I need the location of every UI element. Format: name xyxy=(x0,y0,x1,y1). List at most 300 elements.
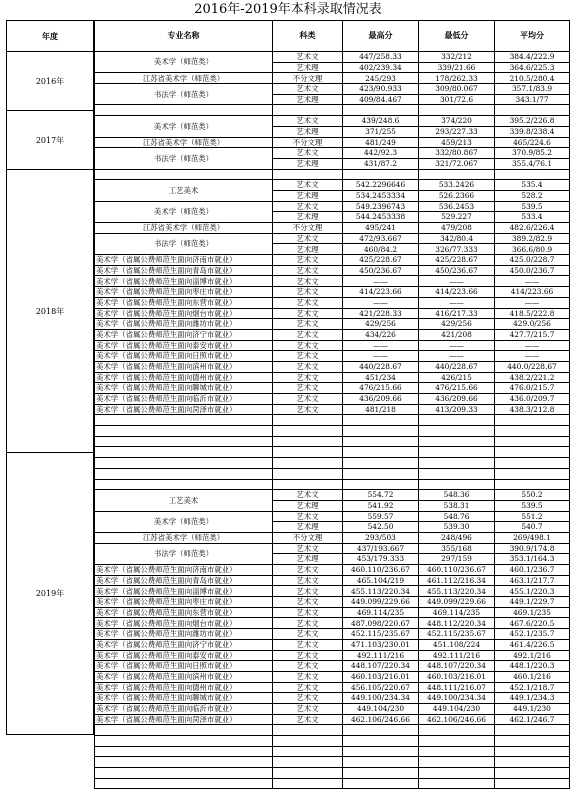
table-row xyxy=(95,308,570,319)
max-cell: 450/236.67 xyxy=(343,265,419,276)
max-cell: 371/255 xyxy=(343,126,419,137)
avg-cell: 476.0/215.7 xyxy=(495,383,570,394)
max-cell: 481/218 xyxy=(343,404,419,415)
table-row xyxy=(95,73,570,84)
avg-cell: 390.9/174.8 xyxy=(495,543,570,554)
avg-cell: 343.1/77 xyxy=(495,94,570,105)
avg-cell: 449.1/230 xyxy=(495,703,570,714)
major-cell xyxy=(95,746,273,757)
major-cell: 美术学（省属公费师范生面向潍坊市就业） xyxy=(95,629,273,640)
max-cell: 541.92 xyxy=(343,500,419,511)
max-cell: —— xyxy=(343,351,419,362)
max-cell: 460/84.2 xyxy=(343,244,419,255)
max-cell: 542.50 xyxy=(343,522,419,533)
avg-cell xyxy=(495,736,570,747)
year-cell: 2016年 xyxy=(7,52,94,111)
cat-cell xyxy=(273,479,343,490)
avg-cell: 461.4/226.5 xyxy=(495,639,570,650)
table-row xyxy=(95,768,570,779)
min-cell: 469.114/235 xyxy=(419,607,495,618)
cat-cell: 艺术文 xyxy=(273,361,343,372)
major-cell: 书法学（师范类） xyxy=(95,84,273,105)
min-cell: 429/256 xyxy=(419,319,495,330)
avg-cell: 355.4/76.1 xyxy=(495,158,570,169)
max-cell xyxy=(343,415,419,426)
avg-cell xyxy=(495,426,570,437)
year-column xyxy=(6,20,94,735)
max-cell xyxy=(343,479,419,490)
avg-cell: 436.0/209.7 xyxy=(495,394,570,405)
header-min: 最低分 xyxy=(419,21,495,52)
table-row xyxy=(95,105,570,116)
major-cell: 江苏省美术学（师范类） xyxy=(95,73,273,84)
table-row xyxy=(95,436,570,447)
min-cell: 476/215.66 xyxy=(419,383,495,394)
header-max: 最高分 xyxy=(343,21,419,52)
cat-cell: 艺术文 xyxy=(273,714,343,725)
max-cell: 460.103/216.01 xyxy=(343,671,419,682)
max-cell xyxy=(343,426,419,437)
min-cell: 448.112/220.34 xyxy=(419,618,495,629)
major-cell: 美术学（省属公费师范生面向潍坊市就业） xyxy=(95,319,273,330)
avg-cell: 339.8/238.4 xyxy=(495,126,570,137)
min-cell xyxy=(419,725,495,736)
cat-cell: 艺术文 xyxy=(273,52,343,63)
major-cell xyxy=(95,468,273,479)
major-cell: 江苏省美术学（师范类） xyxy=(95,532,273,543)
avg-cell: 449.1/229.7 xyxy=(495,597,570,608)
table-row xyxy=(95,84,570,95)
table-row xyxy=(95,778,570,789)
min-cell: 533.2426 xyxy=(419,180,495,191)
cat-cell: 不分文理 xyxy=(273,223,343,234)
max-cell: —— xyxy=(343,276,419,287)
table-row xyxy=(95,458,570,469)
max-cell: 455.113/220.34 xyxy=(343,586,419,597)
cat-cell: 艺术文 xyxy=(273,597,343,608)
header-year: 年度 xyxy=(7,21,94,52)
cat-cell: 艺术文 xyxy=(273,618,343,629)
cat-cell: 艺术文 xyxy=(273,629,343,640)
avg-cell: 357.1/83.9 xyxy=(495,84,570,95)
avg-cell: 550.2 xyxy=(495,490,570,501)
cat-cell: 艺术文 xyxy=(273,255,343,266)
min-cell: 332/80.867 xyxy=(419,148,495,159)
max-cell: 425/228.67 xyxy=(343,255,419,266)
major-cell xyxy=(95,436,273,447)
min-cell xyxy=(419,436,495,447)
table-row xyxy=(95,180,570,191)
max-cell: 421/228.33 xyxy=(343,308,419,319)
major-cell: 美术学（省属公费师范生面向淄博市就业） xyxy=(95,586,273,597)
major-cell: 美术学（省属公费师范生面向枣庄市就业） xyxy=(95,597,273,608)
major-cell: 工艺美术 xyxy=(95,180,273,201)
avg-cell: 469.1/235 xyxy=(495,607,570,618)
table-row xyxy=(95,201,570,212)
max-cell: 462.106/246.66 xyxy=(343,714,419,725)
min-cell: 461.112/216.34 xyxy=(419,575,495,586)
table-row xyxy=(95,639,570,650)
cat-cell: 艺术文 xyxy=(273,661,343,672)
table-row xyxy=(95,736,570,747)
min-cell xyxy=(419,778,495,789)
min-cell: 548.76 xyxy=(419,511,495,522)
cat-cell: 艺术文 xyxy=(273,404,343,415)
table-row xyxy=(95,148,570,159)
min-cell xyxy=(419,746,495,757)
cat-cell: 艺术理 xyxy=(273,94,343,105)
major-cell: 美术学（省属公费师范生面向滨州市就业） xyxy=(95,361,273,372)
cat-cell xyxy=(273,426,343,437)
cat-cell xyxy=(273,778,343,789)
avg-cell xyxy=(495,757,570,768)
major-cell xyxy=(95,778,273,789)
table-row xyxy=(95,543,570,554)
cat-cell: 艺术理 xyxy=(273,500,343,511)
avg-cell xyxy=(495,479,570,490)
min-cell: 449.104/230 xyxy=(419,703,495,714)
cat-cell: 艺术文 xyxy=(273,543,343,554)
max-cell xyxy=(343,768,419,779)
cat-cell xyxy=(273,768,343,779)
table-row xyxy=(95,479,570,490)
cat-cell: 艺术文 xyxy=(273,682,343,693)
min-cell: 297/159 xyxy=(419,554,495,565)
major-cell xyxy=(95,479,273,490)
cat-cell xyxy=(273,447,343,458)
cat-cell xyxy=(273,746,343,757)
max-cell: 402/239.34 xyxy=(343,62,419,73)
max-cell: 447/258.33 xyxy=(343,52,419,63)
min-cell: 374/220 xyxy=(419,116,495,127)
avg-cell: —— xyxy=(495,276,570,287)
table-row xyxy=(95,137,570,148)
avg-cell: 389.2/82.9 xyxy=(495,233,570,244)
major-cell: 美术学（省属公费师范生面向济南市就业） xyxy=(95,255,273,266)
min-cell: 413/209.33 xyxy=(419,404,495,415)
avg-cell: 460.1/236.7 xyxy=(495,565,570,576)
major-cell: 美术学（师范类） xyxy=(95,52,273,73)
max-cell xyxy=(343,757,419,768)
min-cell: 440/228.67 xyxy=(419,361,495,372)
max-cell: 293/503 xyxy=(343,532,419,543)
table-row xyxy=(95,372,570,383)
cat-cell: 艺术文 xyxy=(273,639,343,650)
major-cell xyxy=(95,736,273,747)
year-cell: 2019年 xyxy=(7,452,94,734)
min-cell: 332/212 xyxy=(419,52,495,63)
avg-cell: 452.1/235.7 xyxy=(495,629,570,640)
avg-cell xyxy=(495,725,570,736)
min-cell: 538.31 xyxy=(419,500,495,511)
avg-cell: 539.5 xyxy=(495,500,570,511)
max-cell: 429/256 xyxy=(343,319,419,330)
max-cell: 452.115/235.67 xyxy=(343,629,419,640)
avg-cell: 535.4 xyxy=(495,180,570,191)
table-row xyxy=(95,511,570,522)
min-cell: 342/80.4 xyxy=(419,233,495,244)
table-row xyxy=(95,223,570,234)
min-cell: 321/72.067 xyxy=(419,158,495,169)
cat-cell: 艺术理 xyxy=(273,244,343,255)
cat-cell: 艺术理 xyxy=(273,158,343,169)
min-cell: 452.115/235.67 xyxy=(419,629,495,640)
avg-cell: 455.1/220.3 xyxy=(495,586,570,597)
max-cell: 449.099/229.66 xyxy=(343,597,419,608)
avg-cell: 528.2 xyxy=(495,190,570,201)
avg-cell xyxy=(495,768,570,779)
avg-cell: 540.7 xyxy=(495,522,570,533)
cat-cell: 艺术文 xyxy=(273,351,343,362)
min-cell: —— xyxy=(419,340,495,351)
major-cell: 美术学（省属公费师范生面向烟台市就业） xyxy=(95,308,273,319)
cat-cell: 艺术文 xyxy=(273,383,343,394)
table-row xyxy=(95,629,570,640)
table-row xyxy=(95,276,570,287)
max-cell xyxy=(343,105,419,116)
min-cell xyxy=(419,415,495,426)
major-cell: 美术学（省属公费师范生面向烟台市就业） xyxy=(95,618,273,629)
max-cell xyxy=(343,725,419,736)
min-cell: 460.103/216.01 xyxy=(419,671,495,682)
max-cell: 431/87.2 xyxy=(343,158,419,169)
min-cell xyxy=(419,757,495,768)
max-cell: 448.107/220.34 xyxy=(343,661,419,672)
major-cell: 美术学（省属公费师范生面向济宁市就业） xyxy=(95,329,273,340)
table-row xyxy=(95,383,570,394)
max-cell: 492.111/216 xyxy=(343,650,419,661)
cat-cell: 艺术文 xyxy=(273,490,343,501)
max-cell xyxy=(343,778,419,789)
table-row xyxy=(95,650,570,661)
max-cell: 554.72 xyxy=(343,490,419,501)
cat-cell: 艺术理 xyxy=(273,554,343,565)
cat-cell: 艺术理 xyxy=(273,62,343,73)
min-cell: 414/223.66 xyxy=(419,287,495,298)
cat-cell: 艺术文 xyxy=(273,372,343,383)
table-row xyxy=(95,703,570,714)
major-cell: 江苏省美术学（师范类） xyxy=(95,223,273,234)
min-cell: 462.106/246.66 xyxy=(419,714,495,725)
min-cell: 416/217.33 xyxy=(419,308,495,319)
min-cell: 248/496 xyxy=(419,532,495,543)
cat-cell: 艺术理 xyxy=(273,190,343,201)
cat-cell: 艺术文 xyxy=(273,84,343,95)
max-cell: 476/215.66 xyxy=(343,383,419,394)
cat-cell: 艺术文 xyxy=(273,586,343,597)
major-cell: 美术学（省属公费师范生面向日照市就业） xyxy=(95,661,273,672)
avg-cell: 418.5/222.8 xyxy=(495,308,570,319)
avg-cell: 427.7/215.7 xyxy=(495,329,570,340)
cat-cell: 艺术文 xyxy=(273,511,343,522)
avg-cell: 414/223.66 xyxy=(495,287,570,298)
major-cell: 美术学（省属公费师范生面向淄博市就业） xyxy=(95,276,273,287)
min-cell: 293/227.33 xyxy=(419,126,495,137)
max-cell xyxy=(343,458,419,469)
max-cell: 471.103/230.01 xyxy=(343,639,419,650)
cat-cell: 艺术文 xyxy=(273,575,343,586)
table-row xyxy=(95,169,570,180)
table-row xyxy=(95,426,570,437)
max-cell: 481/249 xyxy=(343,137,419,148)
max-cell: 453/179.333 xyxy=(343,554,419,565)
header-avg: 平均分 xyxy=(495,21,570,52)
table-row xyxy=(95,265,570,276)
avg-cell: 210.5/280.4 xyxy=(495,73,570,84)
min-cell: 459/213 xyxy=(419,137,495,148)
cat-cell: 艺术文 xyxy=(273,703,343,714)
min-cell: —— xyxy=(419,297,495,308)
major-cell xyxy=(95,447,273,458)
cat-cell: 艺术文 xyxy=(273,116,343,127)
table-row xyxy=(95,287,570,298)
min-cell: 449.100/234.34 xyxy=(419,693,495,704)
header-category: 科类 xyxy=(273,21,343,52)
avg-cell xyxy=(495,447,570,458)
min-cell: 425/228.67 xyxy=(419,255,495,266)
cat-cell xyxy=(273,757,343,768)
min-cell: —— xyxy=(419,276,495,287)
table-row xyxy=(95,618,570,629)
major-cell xyxy=(95,458,273,469)
table-row xyxy=(95,565,570,576)
table-row xyxy=(95,607,570,618)
max-cell: 436/209.66 xyxy=(343,394,419,405)
min-cell: 539.30 xyxy=(419,522,495,533)
min-cell: 449.099/229.66 xyxy=(419,597,495,608)
major-cell: 美术学（省属公费师范生面向聊城市就业） xyxy=(95,383,273,394)
table-row xyxy=(95,52,570,63)
min-cell xyxy=(419,458,495,469)
major-cell: 美术学（省属公费师范生面向济宁市就业） xyxy=(95,639,273,650)
max-cell: 423/90.933 xyxy=(343,84,419,95)
avg-cell xyxy=(495,415,570,426)
max-cell: 472/93.667 xyxy=(343,233,419,244)
max-cell xyxy=(343,447,419,458)
avg-cell: 449.1/234.3 xyxy=(495,693,570,704)
max-cell: 440/228.67 xyxy=(343,361,419,372)
avg-cell: 425.0/228.7 xyxy=(495,255,570,266)
max-cell xyxy=(343,746,419,757)
min-cell: —— xyxy=(419,351,495,362)
major-cell: 美术学（省属公费师范生面向德州市就业） xyxy=(95,682,273,693)
table-row xyxy=(95,682,570,693)
major-cell xyxy=(95,105,273,116)
max-cell: 456.105/220.67 xyxy=(343,682,419,693)
major-cell: 美术学（省属公费师范生面向临沂市就业） xyxy=(95,394,273,405)
avg-cell xyxy=(495,778,570,789)
major-cell: 美术学（师范类） xyxy=(95,201,273,222)
avg-cell: 462.1/246.7 xyxy=(495,714,570,725)
max-cell: 245/293 xyxy=(343,73,419,84)
table-row xyxy=(95,757,570,768)
major-cell: 美术学（省属公费师范生面向日照市就业） xyxy=(95,351,273,362)
avg-cell: 384.4/222.9 xyxy=(495,52,570,63)
avg-cell xyxy=(495,746,570,757)
table-row xyxy=(95,671,570,682)
min-cell xyxy=(419,426,495,437)
max-cell: 465.104/219 xyxy=(343,575,419,586)
header-row xyxy=(95,21,570,52)
major-cell: 美术学（省属公费师范生面向聊城市就业） xyxy=(95,693,273,704)
major-cell: 工艺美术 xyxy=(95,490,273,511)
cat-cell: 艺术文 xyxy=(273,650,343,661)
min-cell xyxy=(419,736,495,747)
avg-cell xyxy=(495,468,570,479)
cat-cell: 艺术文 xyxy=(273,297,343,308)
max-cell: 451/234 xyxy=(343,372,419,383)
max-cell: 439/248.6 xyxy=(343,116,419,127)
min-cell: 479/208 xyxy=(419,223,495,234)
min-cell: 301/72.6 xyxy=(419,94,495,105)
cat-cell: 艺术文 xyxy=(273,565,343,576)
cat-cell: 艺术文 xyxy=(273,693,343,704)
cat-cell: 不分文理 xyxy=(273,73,343,84)
major-cell: 美术学（省属公费师范生面向东营市就业） xyxy=(95,297,273,308)
max-cell xyxy=(343,736,419,747)
cat-cell: 艺术理 xyxy=(273,522,343,533)
min-cell: 448.111/216.07 xyxy=(419,682,495,693)
avg-cell: —— xyxy=(495,340,570,351)
table-row xyxy=(95,116,570,127)
table-row xyxy=(95,597,570,608)
min-cell: 355/168 xyxy=(419,543,495,554)
avg-cell: 450.0/236.7 xyxy=(495,265,570,276)
min-cell: 450/236.67 xyxy=(419,265,495,276)
avg-cell: 482.6/226.4 xyxy=(495,223,570,234)
major-cell xyxy=(95,725,273,736)
avg-cell xyxy=(495,169,570,180)
avg-cell: 429.0/256 xyxy=(495,319,570,330)
avg-cell: 551.2 xyxy=(495,511,570,522)
min-cell: 448.107/220.34 xyxy=(419,661,495,672)
major-cell xyxy=(95,768,273,779)
major-cell xyxy=(95,169,273,180)
max-cell: 449.104/230 xyxy=(343,703,419,714)
avg-cell: 452.1/218.7 xyxy=(495,682,570,693)
min-cell: 178/262.33 xyxy=(419,73,495,84)
page-title: 2016年-2019年本科录取情况表 xyxy=(194,2,382,17)
table-row xyxy=(95,404,570,415)
table-row xyxy=(95,693,570,704)
min-cell: 536.2453 xyxy=(419,201,495,212)
avg-cell xyxy=(495,436,570,447)
major-cell: 美术学（省属公费师范生面向泰安市就业） xyxy=(95,650,273,661)
table-row xyxy=(95,490,570,501)
cat-cell: 艺术文 xyxy=(273,671,343,682)
max-cell: 437/193.667 xyxy=(343,543,419,554)
avg-cell: 492.1/216 xyxy=(495,650,570,661)
major-cell: 美术学（省属公费师范生面向东营市就业） xyxy=(95,607,273,618)
avg-cell xyxy=(495,105,570,116)
min-cell: 451.108/224 xyxy=(419,639,495,650)
major-cell: 美术学（省属公费师范生面向菏泽市就业） xyxy=(95,714,273,725)
max-cell: 544.2453338 xyxy=(343,212,419,223)
cat-cell: 艺术文 xyxy=(273,148,343,159)
cat-cell xyxy=(273,436,343,447)
table-row xyxy=(95,319,570,330)
max-cell: 460.110/236.67 xyxy=(343,565,419,576)
min-cell xyxy=(419,479,495,490)
cat-cell xyxy=(273,725,343,736)
cat-cell: 艺术文 xyxy=(273,308,343,319)
table-row xyxy=(95,255,570,266)
min-cell: 548.36 xyxy=(419,490,495,501)
cat-cell: 艺术理 xyxy=(273,126,343,137)
max-cell: 495/241 xyxy=(343,223,419,234)
avg-cell: 440.0/228.67 xyxy=(495,361,570,372)
cat-cell: 艺术文 xyxy=(273,233,343,244)
